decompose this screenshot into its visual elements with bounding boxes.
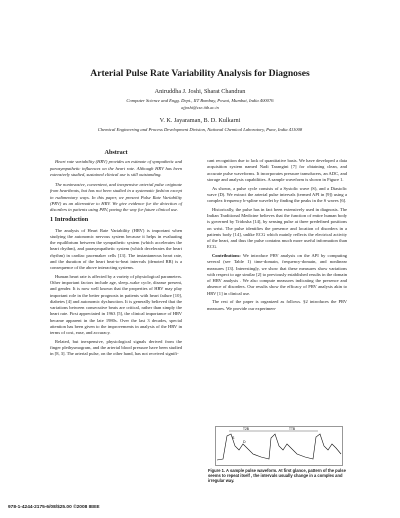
body-paragraph-1: cant recognition due to lack of quantitative basis. We have developed a data acquisition system named Nadi Tarangini [7] for obtaining clean, and accurate pulse waveforms. It incorporates pressure transducers, an ADC, and storage and analysis capabilities. A sample waveform is shown in Figure 1. (207, 158, 347, 182)
authors-line-1: Aniruddha J. Joshi, Sharat Chandran (154, 88, 246, 95)
contributions-text: We introduce PRV analysis on the API by computing several (see Table 1) time-domain, frequency-domain, and nonlinear measures [13]. Interestingly, we show that these measures show variations with respect to age similar [2] to previously established results in the domain of HRV analysis . We also compute measures indicating the presence and absence of disorders. Our results show the efficacy of PRV analysis akin to HRV [1] in clinical use. (207, 253, 347, 296)
abstract-paragraph-1: Heart rate variability (HRV) provides an estimate of sympathetic and parasympathetic influences on the heart rate. Although HRV has been extensively studied, sustained clinical use is still outstanding. (50, 159, 182, 177)
introduction-heading: 1 Introduction (50, 216, 89, 224)
body-paragraph-5: The rest of the paper is organized as follows. §2 introduces the PRV measures. We provide our experimen- (207, 299, 347, 311)
abstract-paragraph-2: The noninvasive, convenient, and inexpensive arterial pulse originate from heartbeats, but has not been studied in a systematic fashion except in rudimentary ways. In this paper, we present Pulse Rate Variability (PRV) as an alternative to HRV. We give evidence for the detection of disorders in patients using PRV, paving the way for future clinical use. (50, 182, 182, 212)
contributions-paragraph (207, 253, 347, 297)
body-paragraph-2: As shown, a pulse cycle consists of a Systolic wave (S), and a Diastolic wave (D). We extract the arterial pulse intervals (termed API in [9]) using a complex frequency b-spline wavelet by finding the peaks in the S waves [6]. (207, 185, 347, 203)
affiliation-2: Chemical Engineering and Process Development Division, National Chemical Laboratory, Pune, India 411008 (97, 127, 303, 132)
abstract-heading: Abstract (104, 149, 128, 156)
paper-title: Arterial Pulse Rate Variability Analysis for Diagnoses (90, 68, 310, 79)
copyright-footer: 978-1-4244-2175-6/08/$25.00 ©2008 IEEE (8, 505, 100, 510)
interval-label-2: TTB (289, 427, 296, 431)
left-column (50, 150, 182, 360)
affiliation-1: Computer Science and Engg. Dept., IIT Bombay, Powai, Mumbai, India 400076 (126, 98, 274, 103)
interval-label-1: T2B (243, 427, 249, 431)
introduction-paragraph-1: The analysis of Heart Rate Variability (HRV) is important when studying the autonomic nervous system because it helps in evaluating the equilibrium between the sympathetic system (which accelerates the heart rhythm), and parasympathetic system (which decelerates the heart rhythm) in cardiac pacemaker cells [13]. The instantaneous heart rate, and the duration of the heart beat-to-beat intervals (denoted RR) is a consequence of the above interacting systems. (50, 227, 182, 270)
authors-line-2: V. K. Jayaraman, B. D. Kulkarni (159, 117, 241, 124)
pulse-waveform-line (217, 434, 341, 460)
right-column (207, 158, 347, 314)
body-paragraph-3: Historically, the pulse has in fact been extensively used in diagnosis. The Indian Traditional Medicine believes that the function of entire human body is governed by Tridosha [14], by sensing pulse at three predefined positions on wrist. The pulse identifies the presence and location of disorders in a patients body [14], unlike ECG which mainly reflects the electrical activity of the heart, and thus the pulse contains much more useful information than ECG. (207, 206, 347, 250)
email-1: ajjoshi@cse.iitb.ac.in (181, 105, 219, 110)
introduction-paragraph-3: Related, but inexpensive, physiological signals derived from the finger plethysmogram, and the arterial blood pressure have been studied in [8, 3]. The arterial pulse, on the other hand, has not received signifi- (50, 338, 182, 357)
figure-caption: Figure 1. A sample pulse waveform. At first glance, pattern of the pulse seems to repeat itself , the intervals usually change in a complex and irregular way. (208, 468, 346, 484)
systolic-label: S (232, 436, 235, 440)
introduction-paragraph-2: Human heart rate is affected by a variety of physiological parameters. Other important factors include age, sleep–wake cycle, disease present, and gender. It is now well known that the properties of HRV may play important role in the better prognosis in patients with heart failure [10], diabetes [4] and autonomic dysfunction. It is generally believed that the variations between consecutive beats are critical, rather than simply the heart rate. First appreciated in 1963 [5], the clinical importance of HRV became apparent in the late 1980s. Over the last 3 decades, special attention has been given to the improvements in analysis of the HRV in terms of cost, ease, and accuracy. (50, 273, 182, 335)
diastolic-label: D (243, 440, 246, 444)
pulse-waveform-figure (215, 426, 343, 466)
contributions-label: Contributions: (212, 253, 241, 258)
